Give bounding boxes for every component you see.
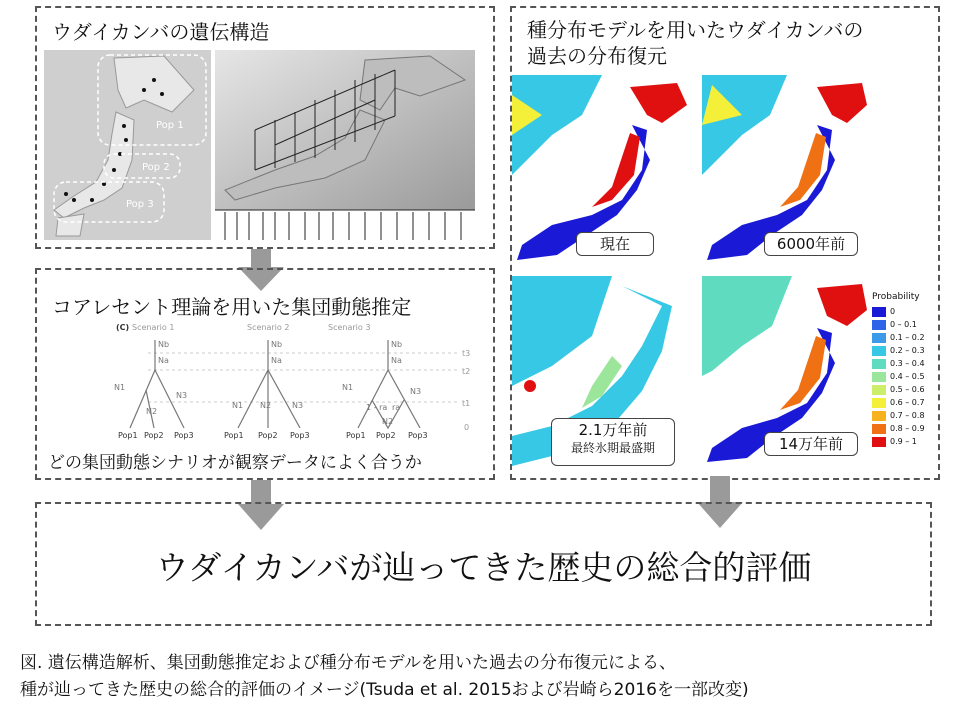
- pop3-label: Pop 3: [126, 199, 154, 210]
- svg-text:Pop2: Pop2: [258, 431, 278, 440]
- svg-text:N1: N1: [342, 383, 354, 392]
- legend-item: [872, 409, 925, 422]
- figure-caption: [20, 650, 749, 704]
- svg-text:N1: N1: [114, 383, 126, 392]
- legend-item: [872, 305, 925, 318]
- coalescent-note: どの集団動態シナリオが観察データによく合うか: [48, 453, 422, 473]
- legend-title: Probability: [872, 292, 920, 302]
- map-label-21000-sub: 最終氷期最盛期: [570, 441, 655, 455]
- svg-text:Pop1: Pop1: [224, 431, 244, 440]
- coalescent-title: コアレセント理論を用いた集団動態推定: [52, 295, 412, 319]
- map-label-140000: 14万年前: [764, 432, 858, 456]
- legend-swatch: [872, 424, 886, 434]
- legend-item: [872, 396, 925, 409]
- svg-text:0: 0: [464, 423, 470, 432]
- legend-label: 0: [890, 307, 896, 316]
- legend-item: [872, 318, 925, 331]
- scenario-2-label: Scenario 2: [247, 323, 290, 332]
- japan-sample-map: [44, 50, 211, 240]
- svg-text:Pop2: Pop2: [376, 431, 396, 440]
- map-label-present: 現在: [576, 232, 654, 256]
- svg-text:Na: Na: [158, 356, 169, 365]
- legend-swatch: [872, 411, 886, 421]
- legend-label: 0.2 – 0.3: [890, 346, 925, 355]
- svg-text:N3: N3: [410, 387, 422, 396]
- legend-label: 0.7 – 0.8: [890, 411, 925, 420]
- sdm-title-line2: 過去の分布復元: [527, 44, 667, 68]
- legend-swatch: [872, 385, 886, 395]
- svg-text:N2: N2: [260, 401, 272, 410]
- scenario-diagrams: [110, 320, 485, 442]
- caption-line-1: 図. 遺伝構造解析、集団動態推定および種分布モデルを用いた過去の分布復元による、: [20, 653, 676, 673]
- caption-line-2: 種が辿ってきた歴史の総合的評価のイメージ(Tsuda et al. 2015および岩崎ら2016を一部改変): [20, 680, 749, 700]
- svg-text:Pop3: Pop3: [290, 431, 310, 440]
- probability-legend: [872, 292, 925, 448]
- svg-text:Pop1: Pop1: [346, 431, 366, 440]
- genetic-structure-title: ウダイカンバの遺伝構造: [52, 20, 270, 44]
- legend-label: 0.3 – 0.4: [890, 359, 925, 368]
- svg-text:Na: Na: [391, 356, 402, 365]
- svg-text:Pop3: Pop3: [408, 431, 428, 440]
- svg-text:N2: N2: [146, 407, 158, 416]
- legend-label: 0.1 – 0.2: [890, 333, 925, 342]
- genetic-barrier-map: [215, 50, 475, 240]
- legend-item: [872, 435, 925, 448]
- svg-text:Nb: Nb: [158, 340, 170, 349]
- legend-label: 0 – 0.1: [890, 320, 917, 329]
- legend-label: 0.9 – 1: [890, 437, 917, 446]
- legend-item: [872, 357, 925, 370]
- legend-item: [872, 422, 925, 435]
- svg-text:Pop1: Pop1: [118, 431, 138, 440]
- legend-swatch: [872, 359, 886, 369]
- svg-text:N1: N1: [232, 401, 244, 410]
- legend-item: [872, 331, 925, 344]
- pop1-label: Pop 1: [156, 120, 184, 131]
- svg-text:Pop3: Pop3: [174, 431, 194, 440]
- scenario-1-label: Scenario 1: [132, 323, 175, 332]
- map-label-6000: 6000年前: [764, 232, 858, 256]
- sdm-title-line1: 種分布モデルを用いたウダイカンバの: [527, 18, 864, 42]
- svg-text:N3: N3: [292, 401, 304, 410]
- svg-text:t2: t2: [462, 367, 471, 376]
- legend-item: [872, 370, 925, 383]
- legend-swatch: [872, 398, 886, 408]
- svg-text:1 - ra: 1 - ra: [366, 403, 388, 412]
- legend-label: 0.6 – 0.7: [890, 398, 925, 407]
- legend-swatch: [872, 307, 886, 317]
- svg-text:Na: Na: [271, 356, 282, 365]
- legend-swatch: [872, 346, 886, 356]
- legend-item: [872, 383, 925, 396]
- svg-text:Nb: Nb: [271, 340, 283, 349]
- svg-text:Nb: Nb: [391, 340, 403, 349]
- map-label-21000-main: 2.1万年前: [578, 421, 648, 439]
- svg-text:(C): (C): [116, 323, 130, 332]
- scenario-3-label: Scenario 3: [328, 323, 371, 332]
- legend-swatch: [872, 320, 886, 330]
- svg-text:ra: ra: [392, 403, 401, 412]
- svg-text:N3: N3: [176, 391, 188, 400]
- legend-item: [872, 344, 925, 357]
- svg-text:N2: N2: [382, 417, 394, 426]
- conclusion-text: ウダイカンバが辿ってきた歴史の総合的評価: [155, 548, 812, 587]
- pop2-label: Pop 2: [142, 162, 170, 173]
- legend-swatch: [872, 372, 886, 382]
- svg-text:t1: t1: [462, 399, 471, 408]
- map-label-21000: [551, 418, 675, 466]
- legend-label: 0.8 – 0.9: [890, 424, 925, 433]
- svg-text:Pop2: Pop2: [144, 431, 164, 440]
- legend-label: 0.5 – 0.6: [890, 385, 925, 394]
- svg-text:t3: t3: [462, 349, 471, 358]
- legend-swatch: [872, 437, 886, 447]
- legend-label: 0.4 – 0.5: [890, 372, 925, 381]
- legend-swatch: [872, 333, 886, 343]
